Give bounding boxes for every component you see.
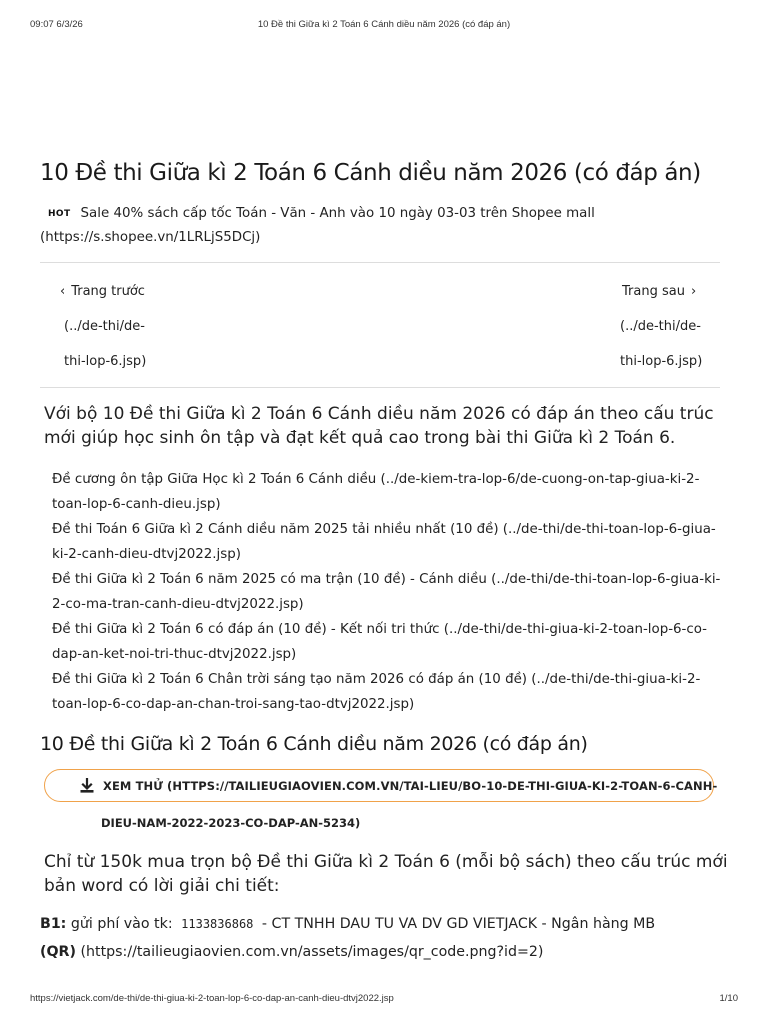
prev-page-label[interactable]: Trang trước [71, 284, 145, 299]
bank-account-number: 1133836868 [181, 917, 254, 931]
payment-step-1 [40, 914, 740, 934]
next-page-label[interactable]: Trang sau [622, 284, 685, 299]
related-links-list [52, 468, 722, 718]
qr-code-link[interactable]: (https://tailieugiaovien.com.vn/assets/images/qr_code.png?id=2) [80, 944, 544, 960]
print-document-title: 10 Đề thi Giữa kì 2 Toán 6 Cánh diều năm 2026 (có đáp án) [257, 19, 511, 30]
intro-paragraph: Với bộ 10 Đề thi Giữa kì 2 Toán 6 Cánh diều năm 2026 có đáp án theo cấu trúc mới giúp học sinh ôn tập và đạt kết quả cao trong bài thi Giữa kì 2 Toán 6. [44, 404, 714, 448]
related-link[interactable]: Đề cương ôn tập Giữa Học kì 2 Toán 6 Cánh diều (../de-kiem-tra-lop-6/de-cuong-on-tap-giua-ki-2-toan-lop-6-canh-dieu.jsp) [52, 472, 700, 512]
print-date: 09:07 6/3/26 [30, 19, 83, 30]
download-icon [79, 778, 95, 794]
next-page-link[interactable] [620, 280, 720, 385]
related-link[interactable]: Đề thi Giữa kì 2 Toán 6 có đáp án (10 đề) - Kết nối tri thức (../de-thi/de-thi-giua-ki-2-toan-lop-6-co-dap-an-ket-noi-tri-thuc-dtvj2022.jsp) [52, 622, 708, 662]
promo-text[interactable]: Sale 40% sách cấp tốc Toán - Văn - Anh vào 10 ngày 03-03 trên Shopee mall [80, 206, 595, 221]
related-link[interactable]: Đề thi Giữa kì 2 Toán 6 năm 2025 có ma trận (10 đề) - Cánh diều (../de-thi/de-thi-toan-lop-6-giua-ki-2-co-ma-tran-canh-dieu-dtvj2022.jsp) [52, 572, 721, 612]
promo-link[interactable]: (https://s.shopee.vn/1LRLjS5DCj) [40, 230, 261, 245]
print-footer [0, 993, 768, 1007]
next-page-url-1[interactable]: (../de-thi/de- [620, 319, 701, 334]
section-title: 10 Đề thi Giữa kì 2 Toán 6 Cánh diều năm 2026 (có đáp án) [40, 733, 588, 755]
qr-label: (QR) [40, 944, 76, 960]
prev-page-url-2[interactable]: thi-lop-6.jsp) [64, 354, 147, 369]
related-link[interactable]: Đề thi Toán 6 Giữa kì 2 Cánh diều năm 2025 tải nhiều nhất (10 đề) (../de-thi/de-thi-toan-lop-6-giua-ki-2-canh-dieu-dtvj2022.jsp) [52, 522, 716, 562]
related-link[interactable]: Đề thi Giữa kì 2 Toán 6 Chân trời sáng tạo năm 2026 có đáp án (10 đề) (../de-thi/de-thi-giua-ki-2-toan-lop-6-co-dap-an-chan-troi-sang-tao-dtvj2022.jsp) [52, 672, 701, 712]
step-text: gửi phí vào tk: [70, 916, 173, 932]
print-page-url: https://vietjack.com/de-thi/de-thi-giua-ki-2-toan-lop-6-co-dap-an-canh-dieu-dtvj2022.jsp [30, 993, 394, 1004]
chevron-left-icon: ‹ [60, 284, 66, 299]
next-page-url-2[interactable]: thi-lop-6.jsp) [620, 354, 703, 369]
preview-download-button[interactable] [44, 769, 718, 802]
hot-badge: HOT [48, 209, 71, 219]
promo-banner[interactable] [40, 202, 730, 250]
divider [40, 387, 720, 388]
page-title: 10 Đề thi Giữa kì 2 Toán 6 Cánh diều năm 2026 (có đáp án) [40, 160, 701, 186]
step-label: B1: [40, 916, 67, 932]
offer-paragraph: Chỉ từ 150k mua trọn bộ Đề thi Giữa kì 2 Toán 6 (mỗi bộ sách) theo cấu trúc mới bản word có lời giải chi tiết: [44, 852, 728, 896]
qr-line [40, 942, 740, 962]
preview-button-label[interactable]: XEM THỬ (HTTPS://TAILIEUGIAOVIEN.COM.VN/TAI-LIEU/BO-10-DE-THI-GIUA-KI-2-TOAN-6-CANH- [103, 779, 718, 793]
print-page-number: 1/10 [719, 993, 738, 1004]
bank-details: - CT TNHH DAU TU VA DV GD VIETJACK - Ngân hàng MB [261, 916, 656, 932]
prev-page-url-1[interactable]: (../de-thi/de- [64, 319, 145, 334]
chevron-right-icon: › [690, 284, 697, 299]
print-header [0, 19, 768, 33]
preview-button-label-continued[interactable]: DIEU-NAM-2022-2023-CO-DAP-AN-5234) [101, 816, 361, 830]
prev-page-link[interactable] [60, 280, 180, 385]
divider [40, 262, 720, 263]
